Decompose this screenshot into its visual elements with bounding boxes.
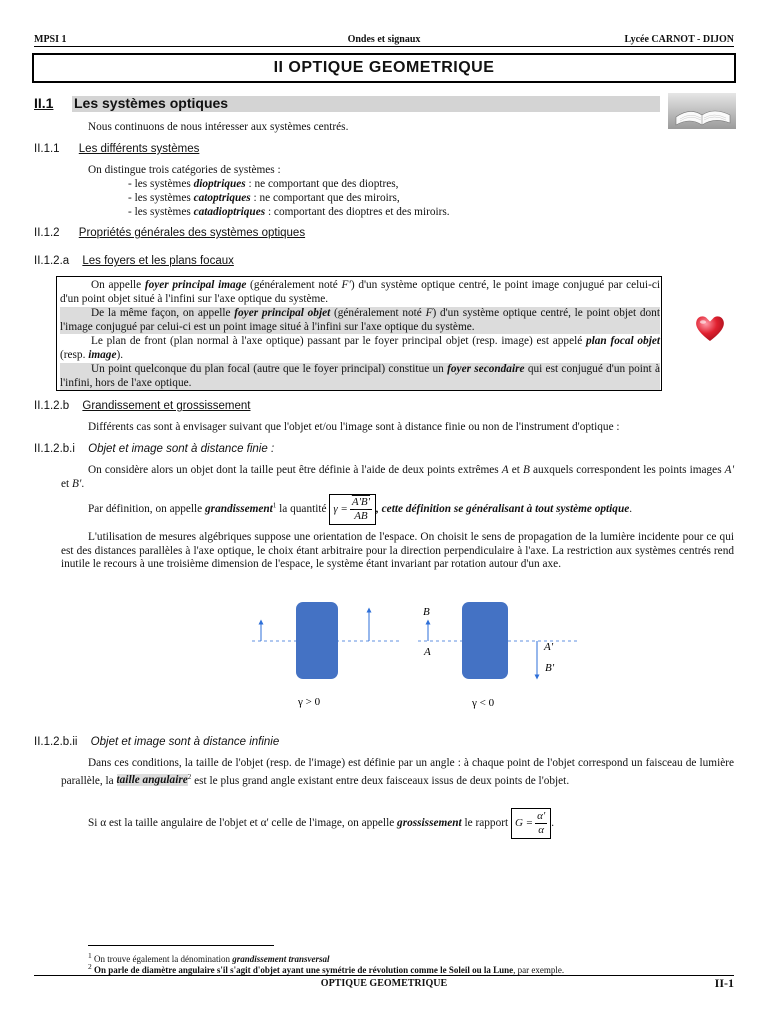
header-subject: Ondes et signaux	[347, 34, 421, 45]
heart-icon	[694, 313, 726, 343]
subsection-number: II.1.2	[34, 227, 60, 239]
angular-magnification-formula: G = $\frac{\alpha'}{\alpha}$	[511, 808, 551, 839]
subsubsection-number: II.1.2.b.ii	[34, 736, 78, 748]
definition-box	[56, 276, 662, 391]
subsubsection-title: Objet et image sont à distance finie :	[88, 443, 275, 455]
section-title: Les systèmes optiques	[74, 95, 229, 111]
list-item: - les systèmes catadioptriques : comportant des dioptres et des miroirs.	[128, 206, 450, 218]
subsection-title: Les différents systèmes	[78, 143, 200, 155]
point-A-prime-label: A'	[544, 641, 554, 653]
header-rule	[34, 46, 734, 47]
subsection-title: Propriétés générales des systèmes optiques	[78, 227, 306, 239]
subsection-number: II.1.1	[34, 143, 60, 155]
intro-text: Nous continuons de nous intéresser aux systèmes centrés.	[88, 121, 349, 133]
point-B-label: B	[423, 606, 430, 618]
angular-size-paragraph: Dans ces conditions, la taille de l'objet (resp. de l'image) est définie par un angle : à chaque point de l'objet correspond un faisceau de lumière parallèle, la taille angulaire$^2$ est le plus grand angle existant entre deux faisceaux issus de deux points de l'objet.	[61, 757, 734, 787]
definition-object-focus: De la même façon, on appelle foyer principal objet (généralement noté F) d'un système optique centré, le point objet dont l'image conjugué par celui-ci est un point image situé à l'infini sur l'axe optique du système.	[60, 307, 660, 333]
optical-system	[462, 602, 508, 679]
page-number: II-1	[714, 976, 734, 990]
magnification-diagram	[250, 598, 580, 718]
subsubsection-title: Grandissement et grossissement	[82, 400, 251, 412]
optical-system	[296, 602, 338, 679]
book-icon	[668, 93, 736, 129]
subsubsection-title: Les foyers et les plans focaux	[82, 255, 234, 267]
subsubsection-heading	[34, 400, 250, 412]
footnote-rule	[88, 945, 274, 946]
negative-magnification-figure	[418, 602, 578, 709]
point-A-label: A	[424, 646, 431, 658]
magnification-definition: Par définition, on appelle grandissement$^1$ la quantité γ = $\frac{A'B'}{AB}$ , cette définition se généralisant à tout système optique.	[88, 494, 632, 525]
cases-text: Différents cas sont à envisager suivant que l'objet et/ou l'image sont à distance finie ou non de l'instrument d'optique :	[88, 421, 620, 433]
subsubsection-number: II.1.2.b.i	[34, 443, 75, 455]
angular-magnification-definition: Si α est la taille angulaire de l'objet et α' celle de l'image, on appelle grossissement le rapport G = $\frac{\alpha'}{\alpha}$ .	[88, 808, 554, 839]
list-item: - les systèmes dioptriques : ne comportant que des dioptres,	[128, 178, 399, 190]
list-item: - les systèmes catoptriques : ne comportant que des miroirs,	[128, 192, 400, 204]
object-image-paragraph: On considère alors un objet dont la taille peut être définie à l'aide de deux points extrêmes A et B auxquels correspondent les points images A' et B'.	[61, 464, 734, 490]
footer-rule	[34, 975, 734, 976]
footnote: $^1$ On trouve également la dénomination grandissement transversal	[88, 951, 330, 964]
footer-title: OPTIQUE GEOMETRIQUE	[320, 978, 448, 989]
negative-caption: γ < 0	[472, 697, 495, 709]
positive-caption: γ > 0	[298, 696, 321, 708]
footnote: $^2$ On parle de diamètre angulaire s'il s'agit d'objet ayant une symétrie de révolution comme le Soleil ou la Lune, par exemple.	[88, 962, 565, 975]
categories-lead: On distingue trois catégories de systèmes :	[88, 164, 281, 176]
subsection-heading	[34, 143, 199, 155]
subsubsection-heading	[34, 736, 279, 748]
definition-image-focus: On appelle foyer principal image (généralement noté F') d'un système optique centré, le point image conjugué par celui-ci d'un point objet situé à l'infini sur l'axe optique du système.	[60, 279, 660, 305]
header-school: Lycée CARNOT - DIJON	[624, 34, 734, 45]
section-number: II.1	[34, 95, 54, 111]
subsection-heading	[34, 227, 305, 239]
definition-focal-plane: Le plan de front (plan normal à l'axe optique) passant par le foyer principal objet (resp. image) est appelé plan focal objet (resp. image).	[60, 335, 661, 361]
definition-secondary-focus: Un point quelconque du plan focal (autre que le foyer principal) constitue un foyer secondaire qui est conjugué d'un point à l'infini, hors de l'axe optique.	[60, 363, 660, 389]
subsubsection-number: II.1.2.a	[34, 255, 70, 267]
positive-magnification-figure	[252, 602, 400, 708]
subsubsection-heading	[34, 443, 274, 455]
magnification-formula: γ = $\frac{A'B'}{AB}$	[329, 494, 376, 525]
orientation-paragraph: L'utilisation de mesures algébriques suppose une orientation de l'espace. On choisit le sens de propagation de la lumière incidente pour ce qui est des distances parallèles à l'axe optique, le choix étant arbitraire pour la direction perpendiculaire à l'axe. La restriction aux systèmes centrés rend inutile le recours à une troisième dimension de l'espace, le système étant invariant par rotation autour d'un axe.	[61, 531, 734, 571]
section-heading	[34, 95, 660, 113]
chapter-banner: II OPTIQUE GEOMETRIQUE	[32, 53, 736, 83]
subsubsection-number: II.1.2.b	[34, 400, 70, 412]
subsubsection-title: Objet et image sont à distance infinie	[90, 736, 280, 748]
point-B-prime-label: B'	[545, 662, 555, 674]
subsubsection-heading	[34, 255, 234, 267]
header-class: MPSI 1	[34, 34, 67, 45]
